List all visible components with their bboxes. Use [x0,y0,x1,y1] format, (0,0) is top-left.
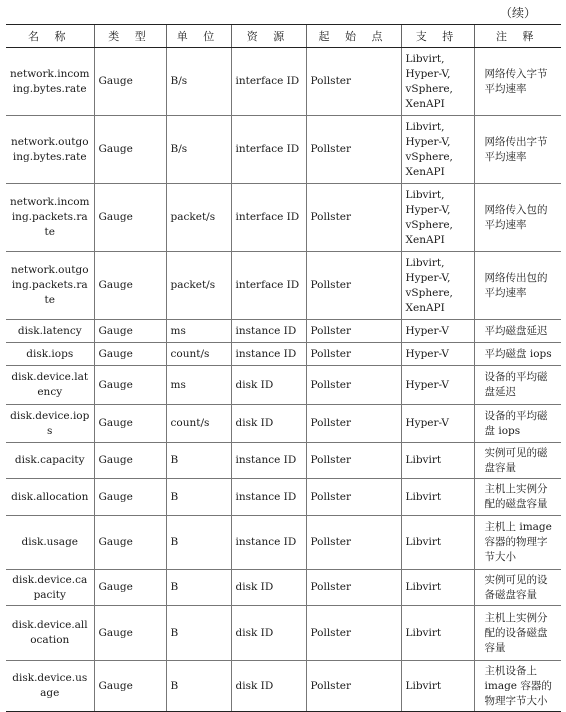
table-row [6,661,561,712]
cell-note: 主机上实例分配的磁盘容量 [474,479,561,516]
cell-resource: disk ID [231,661,306,712]
cell-note: 主机上 image 容器的物理字节大小 [474,516,561,570]
header-note: 注 释 [474,25,561,48]
cell-note: 网络传入包的平均速率 [474,184,561,252]
cell-support: Hyper-V [401,366,474,405]
cell-resource: instance ID [231,320,306,343]
cell-origin: Pollster [306,570,401,606]
cell-resource: instance ID [231,479,306,516]
header-support: 支 持 [401,25,474,48]
table-row [6,48,561,116]
cell-name: disk.device.capacity [6,570,94,606]
cell-resource: interface ID [231,252,306,320]
cell-note: 主机设备上 image 容器的物理字节大小 [474,661,561,712]
cell-origin: Pollster [306,184,401,252]
cell-origin: Pollster [306,116,401,184]
cell-origin: Pollster [306,48,401,116]
cell-type: Gauge [94,184,166,252]
cell-name: network.incoming.bytes.rate [6,48,94,116]
table-row [6,116,561,184]
cell-note: 平均磁盘 iops [474,343,561,366]
table-row [6,516,561,570]
cell-origin: Pollster [306,366,401,405]
cell-name: network.outgoing.packets.rate [6,252,94,320]
cell-origin: Pollster [306,479,401,516]
cell-note: 设备的平均磁盘 iops [474,405,561,443]
table-row [6,366,561,405]
header-resource: 资 源 [231,25,306,48]
header-name: 名 称 [6,25,94,48]
table-row [6,570,561,606]
cell-support: Libvirt [401,606,474,661]
cell-name: disk.iops [6,343,94,366]
cell-origin: Pollster [306,606,401,661]
cell-unit: packet/s [166,184,231,252]
header-type: 类 型 [94,25,166,48]
cell-origin: Pollster [306,405,401,443]
cell-support: Libvirt [401,516,474,570]
cell-type: Gauge [94,48,166,116]
cell-resource: disk ID [231,366,306,405]
cell-name: disk.device.usage [6,661,94,712]
table-row [6,606,561,661]
table-row [6,184,561,252]
cell-type: Gauge [94,366,166,405]
cell-unit: B [166,570,231,606]
cell-support: Libvirt, Hyper-V, vSphere, XenAPI [401,116,474,184]
cell-name: disk.allocation [6,479,94,516]
table-row [6,443,561,479]
cell-type: Gauge [94,516,166,570]
cell-type: Gauge [94,570,166,606]
cell-note: 设备的平均磁盘延迟 [474,366,561,405]
cell-name: disk.device.latency [6,366,94,405]
cell-support: Hyper-V [401,405,474,443]
cell-support: Hyper-V [401,320,474,343]
header-origin: 起 始 点 [306,25,401,48]
cell-support: Libvirt [401,661,474,712]
cell-type: Gauge [94,320,166,343]
cell-origin: Pollster [306,516,401,570]
cell-support: Libvirt [401,570,474,606]
cell-name: disk.device.allocation [6,606,94,661]
cell-note: 主机上实例分配的设备磁盘容量 [474,606,561,661]
continued-label: （续） [499,6,536,20]
cell-unit: B/s [166,48,231,116]
cell-support: Libvirt [401,479,474,516]
table-row [6,405,561,443]
cell-note: 实例可见的磁盘容量 [474,443,561,479]
table-row [6,320,561,343]
cell-resource: interface ID [231,116,306,184]
cell-unit: B [166,479,231,516]
cell-note: 网络传出包的平均速率 [474,252,561,320]
cell-type: Gauge [94,606,166,661]
cell-unit: B [166,516,231,570]
cell-resource: instance ID [231,516,306,570]
cell-type: Gauge [94,661,166,712]
header-unit: 单 位 [166,25,231,48]
cell-unit: B [166,606,231,661]
cell-unit: ms [166,366,231,405]
cell-resource: instance ID [231,443,306,479]
cell-unit: count/s [166,405,231,443]
cell-name: disk.usage [6,516,94,570]
cell-type: Gauge [94,479,166,516]
cell-name: disk.device.iops [6,405,94,443]
cell-unit: count/s [166,343,231,366]
table-row [6,252,561,320]
cell-note: 网络传出字节平均速率 [474,116,561,184]
meters-table [6,24,561,712]
cell-type: Gauge [94,405,166,443]
cell-note: 网络传入字节平均速率 [474,48,561,116]
cell-unit: ms [166,320,231,343]
cell-support: Libvirt, Hyper-V, vSphere, XenAPI [401,252,474,320]
cell-type: Gauge [94,343,166,366]
cell-name: disk.capacity [6,443,94,479]
cell-support: Libvirt, Hyper-V, vSphere, XenAPI [401,48,474,116]
cell-resource: instance ID [231,343,306,366]
table-header-row [6,25,561,48]
cell-support: Libvirt [401,443,474,479]
cell-name: network.incoming.packets.rate [6,184,94,252]
cell-type: Gauge [94,252,166,320]
cell-origin: Pollster [306,443,401,479]
cell-note: 平均磁盘延迟 [474,320,561,343]
cell-resource: interface ID [231,48,306,116]
cell-type: Gauge [94,443,166,479]
cell-unit: B [166,661,231,712]
cell-resource: disk ID [231,405,306,443]
cell-origin: Pollster [306,343,401,366]
cell-unit: B/s [166,116,231,184]
table-row [6,479,561,516]
cell-origin: Pollster [306,252,401,320]
cell-type: Gauge [94,116,166,184]
cell-resource: interface ID [231,184,306,252]
cell-resource: disk ID [231,606,306,661]
cell-note: 实例可见的设备磁盘容量 [474,570,561,606]
cell-name: disk.latency [6,320,94,343]
table-row [6,343,561,366]
cell-origin: Pollster [306,320,401,343]
cell-unit: packet/s [166,252,231,320]
cell-support: Libvirt, Hyper-V, vSphere, XenAPI [401,184,474,252]
cell-name: network.outgoing.bytes.rate [6,116,94,184]
cell-support: Hyper-V [401,343,474,366]
cell-resource: disk ID [231,570,306,606]
cell-unit: B [166,443,231,479]
cell-origin: Pollster [306,661,401,712]
